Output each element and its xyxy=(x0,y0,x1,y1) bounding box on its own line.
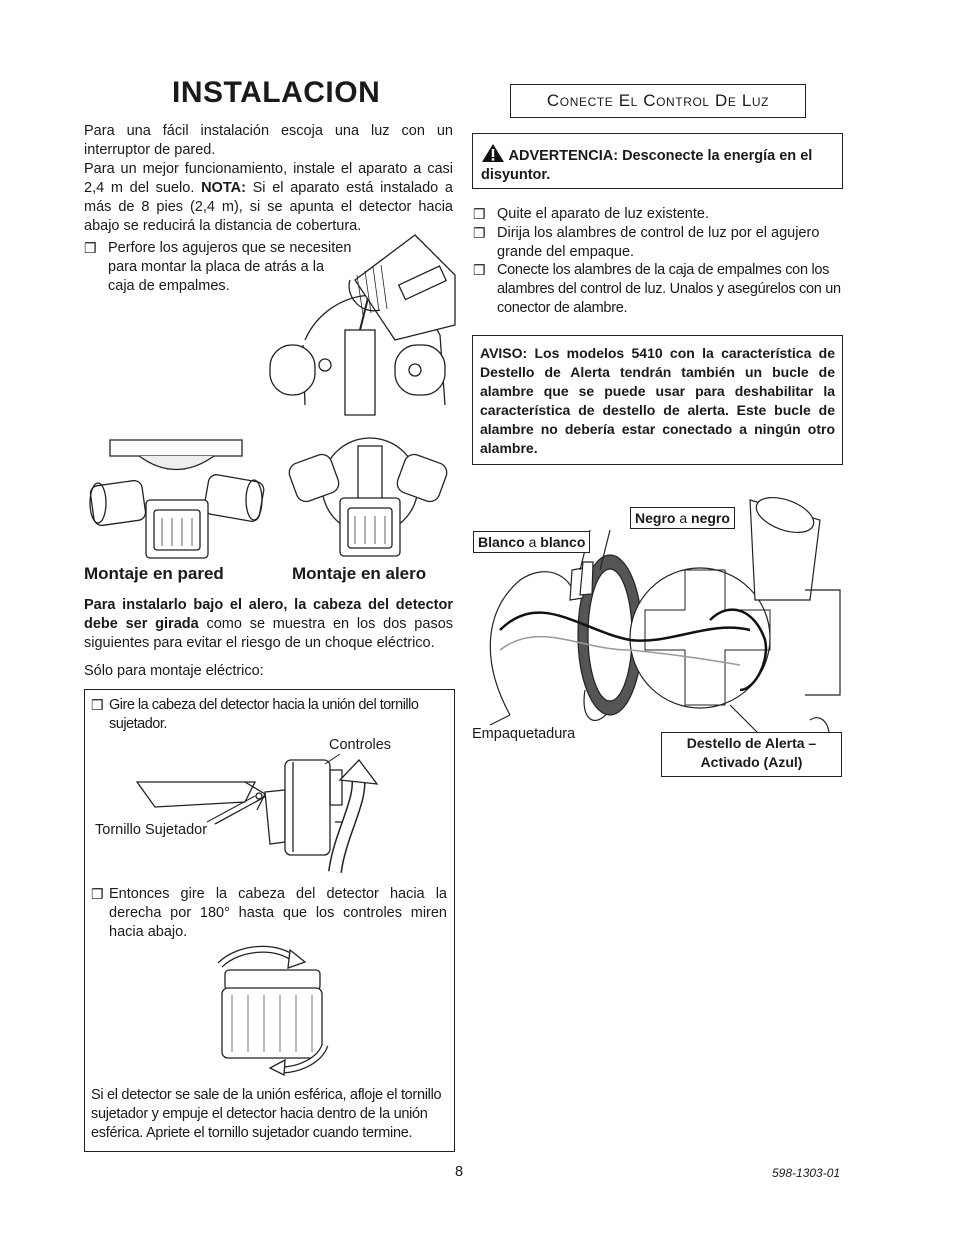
detector-rotate-illustration xyxy=(135,752,385,882)
checkbox-square-icon: ❒ xyxy=(473,225,486,241)
wall-mount-illustration xyxy=(84,438,269,563)
detector-180-rotation-illustration xyxy=(210,940,340,1075)
warning-triangle-icon xyxy=(481,143,505,163)
page-title: INSTALACION xyxy=(172,76,381,109)
aviso-box xyxy=(472,335,843,465)
label-empaquetadura: Empaquetadura xyxy=(472,726,576,742)
checkbox-square-icon: ❒ xyxy=(91,886,104,902)
nota-label: NOTA: xyxy=(201,180,246,196)
intro-text-b: Si el aparato está instalado a más de 8 pies (2,4 m), si se apunta el detector hacia abajo se reducirá la distancia de cobertura. xyxy=(84,180,453,234)
step-3-text: Conecte los alambres de la caja de empalmes con los alambres del control de luz. Unalos y asegúrelos con un conector de alambre. xyxy=(497,262,841,316)
checkbox-square-icon: ❒ xyxy=(84,240,97,256)
aviso-text: AVISO: Los modelos 5410 con la característica de Destello de Alerta tendrán también un bucle de alambre que se puede usar para deshabilitar la característica de destello de alerta. Este bucle de alambre no debería estar conectado a ningún otro alambre. xyxy=(480,345,835,456)
intro-text-a: Para un mejor funcionamiento, instale el aparato a casi 2,4 m del suelo. xyxy=(84,161,453,196)
section-title: Conecte El Control De Luz xyxy=(546,91,770,110)
wiring-diagram xyxy=(480,490,850,750)
step-connect-wires xyxy=(473,261,841,318)
negro-connector: a xyxy=(679,510,688,526)
label-negro-a-negro xyxy=(630,507,735,529)
step-route-wires xyxy=(473,224,841,262)
rotation-note: Si el detector se sale de la unión esférica, afloje el tornillo sujetador y empuje el detector hacia dentro de la unión esférica. Apriete el tornillo sujetador cuando termine. xyxy=(91,1087,442,1141)
label-tornillo-sujetador: Tornillo Sujetador xyxy=(95,822,208,838)
intro-paragraph-1: Para una fácil instalación escoja una luz con un interruptor de pared. xyxy=(84,123,453,158)
step-remove-fixture xyxy=(473,205,841,224)
rotate-step-1-text: Gire la cabeza del detector hacia la unión del tornillo sujetador. xyxy=(109,697,419,732)
step-1-text: Quite el aparato de luz existente. xyxy=(497,206,709,222)
warning-text: ADVERTENCIA: Desconecte la energía en el disyuntor. xyxy=(481,148,813,183)
warning-box xyxy=(472,133,843,189)
rotate-step-1 xyxy=(91,696,447,734)
checkbox-square-icon: ❒ xyxy=(473,262,486,278)
rotate-step-2-text: Entonces gire la cabeza del detector hacia la derecha por 180° hasta que los controles miren hacia abajo. xyxy=(109,886,447,940)
label-blanco-a-blanco xyxy=(473,531,590,553)
blanco-word-2: blanco xyxy=(540,534,586,550)
caption-eave-mount: Montaje en alero xyxy=(292,564,427,583)
checkbox-square-icon: ❒ xyxy=(473,206,486,222)
page-number: 8 xyxy=(455,1164,464,1180)
rotate-step-2 xyxy=(91,885,447,942)
eave-bold-text: Para instalarlo bajo el alero, la cabeza del detector debe ser girada xyxy=(84,597,453,632)
intro-paragraph-2 xyxy=(84,160,453,236)
eave-rest-text: como se muestra en los dos pasos siguientes para evitar el riesgo de un choque eléctrico. xyxy=(84,616,454,651)
negro-word-1: Negro xyxy=(635,510,676,526)
drill-bullet-text: Perfore los agujeros que se necesiten para montar la placa de atrás a la caja de empalmes. xyxy=(108,240,352,294)
section-title-box xyxy=(510,84,806,118)
label-controles: Controles xyxy=(329,737,392,753)
drill-illustration xyxy=(265,235,455,420)
doc-number: 598-1303-01 xyxy=(772,1166,841,1180)
eave-paragraph xyxy=(84,596,453,653)
negro-word-2: negro xyxy=(691,510,730,526)
eave-mount-illustration xyxy=(288,436,448,561)
label-destello-de-alerta: Destello de Alerta – Activado (Azul) xyxy=(661,732,842,777)
step-2-text: Dirija los alambres de control de luz por el agujero grande del empaque. xyxy=(497,225,820,260)
caption-wall-mount: Montaje en pared xyxy=(84,564,224,583)
electric-only-text: Sólo para montaje eléctrico: xyxy=(84,663,264,679)
blanco-connector: a xyxy=(528,534,537,550)
checkbox-square-icon: ❒ xyxy=(91,697,104,713)
warning-text-wrap xyxy=(473,134,842,185)
blanco-word-1: Blanco xyxy=(478,534,525,550)
